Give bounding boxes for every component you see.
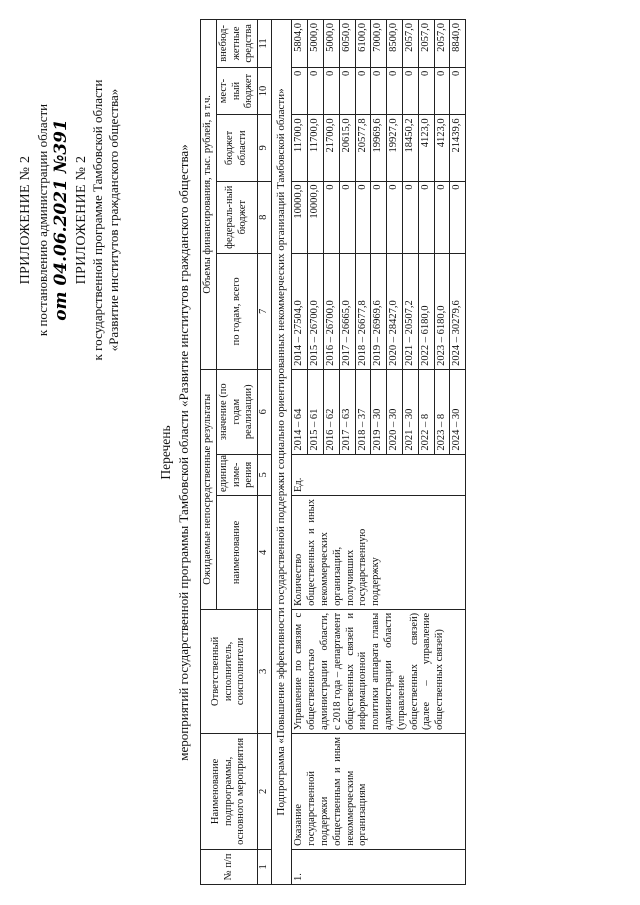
- cell-value: 2019 – 30: [371, 369, 387, 454]
- cell-federal: 10000,0: [292, 181, 308, 253]
- decree-reference: к постановлению администрации области: [34, 103, 50, 337]
- cell-local: 0: [355, 67, 371, 115]
- col-number: 11: [258, 20, 272, 68]
- cell-total: 2019 – 26969,6: [371, 253, 387, 369]
- header-unit: единица изме-рения: [216, 454, 257, 495]
- program-reference: к государственной программе Тамбовской области: [90, 79, 106, 361]
- cell-total: 2016 – 26700,0: [323, 253, 339, 369]
- handwritten-date-number: от 04.06.2021 №391: [50, 119, 71, 321]
- header-regional: бюджет области: [216, 115, 257, 181]
- cell-federal: 0: [355, 181, 371, 253]
- cell-federal: 0: [450, 181, 466, 253]
- col-number: 10: [258, 67, 272, 115]
- cell-total: 2014 – 27504,0: [292, 253, 308, 369]
- cell-local: 0: [371, 67, 387, 115]
- cell-federal: 0: [371, 181, 387, 253]
- cell-total: 2022 – 6180,0: [418, 253, 434, 369]
- item-name: Оказание государственной поддержки общественным и иным некоммерческим организациям: [292, 733, 466, 849]
- cell-total: 2024 – 30279,6: [450, 253, 466, 369]
- cell-local: 0: [339, 67, 355, 115]
- cell-total: 2017 – 26665,0: [339, 253, 355, 369]
- cell-federal: 0: [339, 181, 355, 253]
- cell-regional: 20615,0: [339, 115, 355, 181]
- cell-value: 2021 – 30: [402, 369, 418, 454]
- item-executor: Управление по связям с общественностью администрации области, с 2018 года – департамент общественных связей и информационной политики аппарата главы администрации области (управление общественных связей) (далее – управление общественных связей): [292, 609, 466, 733]
- table-row: [292, 20, 308, 885]
- cell-total: 2018 – 26677,8: [355, 253, 371, 369]
- cell-local: 0: [387, 67, 403, 115]
- cell-offbudget: 6050,0: [339, 20, 355, 68]
- cell-value: 2024 – 30: [450, 369, 466, 454]
- appendix-label: ПРИЛОЖЕНИЕ № 2: [18, 155, 33, 285]
- header-local: мест-ный бюджет: [216, 67, 257, 115]
- measures-table: [200, 19, 466, 885]
- cell-offbudget: 6100,0: [355, 20, 371, 68]
- header-executor: Ответственный исполнитель, соисполнители: [201, 609, 258, 733]
- item-unit: Ед.: [292, 454, 466, 495]
- col-number: 9: [258, 115, 272, 181]
- cell-regional: 20577,8: [355, 115, 371, 181]
- col-number: 7: [258, 253, 272, 369]
- cell-federal: 0: [323, 181, 339, 253]
- cell-regional: 21439,6: [450, 115, 466, 181]
- cell-regional: 4123,0: [418, 115, 434, 181]
- program-name: «Развитие институтов гражданского общества»: [105, 88, 121, 352]
- header-result-name: наименование: [216, 496, 257, 610]
- col-number: 1: [258, 849, 272, 884]
- header-federal: федераль-ный бюджет: [216, 181, 257, 253]
- cell-local: 0: [418, 67, 434, 115]
- cell-value: 2020 – 30: [387, 369, 403, 454]
- cell-regional: 18450,2: [402, 115, 418, 181]
- col-number: 4: [258, 496, 272, 610]
- header-name: Наименование подпрограммы, основного мероприятия: [201, 733, 258, 849]
- list-subtitle: мероприятий государственной программы Тамбовской области «Развитие институтов гражданского общества»: [176, 144, 191, 761]
- cell-federal: 0: [387, 181, 403, 253]
- cell-offbudget: 8840,0: [450, 20, 466, 68]
- cell-value: 2017 – 63: [339, 369, 355, 454]
- col-number: 8: [258, 181, 272, 253]
- cell-federal: 0: [418, 181, 434, 253]
- cell-total: 2020 – 28427,0: [387, 253, 403, 369]
- cell-value: 2023 – 8: [434, 369, 450, 454]
- document-header: [18, 30, 121, 410]
- header-offbudget: внебюд-жетные средства: [216, 20, 257, 68]
- cell-local: 0: [308, 67, 324, 115]
- cell-local: 0: [402, 67, 418, 115]
- cell-federal: 10000,0: [308, 181, 324, 253]
- cell-regional: 11700,0: [292, 115, 308, 181]
- cell-local: 0: [450, 67, 466, 115]
- header-results: Ожидаемые непосредственные результаты: [201, 369, 217, 609]
- col-number: 6: [258, 369, 272, 454]
- cell-offbudget: 5000,0: [308, 20, 324, 68]
- header-num: № п/п: [201, 849, 258, 884]
- cell-regional: 11700,0: [308, 115, 324, 181]
- cell-total: 2015 – 26700,0: [308, 253, 324, 369]
- appendix-label-2: ПРИЛОЖЕНИЕ № 2: [73, 155, 89, 285]
- item-result-name: Количество общественных и иных некоммерческих организаций, получивших государственную поддержку: [292, 496, 466, 610]
- cell-federal: 0: [402, 181, 418, 253]
- cell-offbudget: 2057,0: [418, 20, 434, 68]
- col-number: 3: [258, 609, 272, 733]
- item-number: 1.: [292, 849, 466, 884]
- header-value: значение (по годам реализации): [216, 369, 257, 454]
- col-number: 2: [258, 733, 272, 849]
- header-by-year: по годам, всего: [216, 253, 257, 369]
- cell-offbudget: 5804,0: [292, 20, 308, 68]
- cell-regional: 19969,6: [371, 115, 387, 181]
- cell-offbudget: 5000,0: [323, 20, 339, 68]
- cell-offbudget: 2057,0: [402, 20, 418, 68]
- cell-value: 2018 – 37: [355, 369, 371, 454]
- cell-offbudget: 2057,0: [434, 20, 450, 68]
- subprogram-title: Подпрограмма «Повышение эффективности государственной поддержки социально ориентированных некоммерческих организаций Тамбовской области»: [271, 20, 291, 885]
- list-title: Перечень: [158, 425, 173, 480]
- col-number: 5: [258, 454, 272, 495]
- cell-regional: 4123,0: [434, 115, 450, 181]
- cell-total: 2023 – 6180,0: [434, 253, 450, 369]
- cell-local: 0: [434, 67, 450, 115]
- cell-federal: 0: [434, 181, 450, 253]
- cell-value: 2022 – 8: [418, 369, 434, 454]
- cell-value: 2016 – 62: [323, 369, 339, 454]
- cell-regional: 21700,0: [323, 115, 339, 181]
- cell-local: 0: [292, 67, 308, 115]
- cell-offbudget: 7000,0: [371, 20, 387, 68]
- cell-total: 2021 – 20507,2: [402, 253, 418, 369]
- cell-regional: 19927,0: [387, 115, 403, 181]
- cell-offbudget: 8500,0: [387, 20, 403, 68]
- cell-value: 2014 – 64: [292, 369, 308, 454]
- cell-local: 0: [323, 67, 339, 115]
- header-funding: Объемы финансирования, тыс. рублей, в т.ч.: [201, 20, 217, 370]
- cell-value: 2015 – 61: [308, 369, 324, 454]
